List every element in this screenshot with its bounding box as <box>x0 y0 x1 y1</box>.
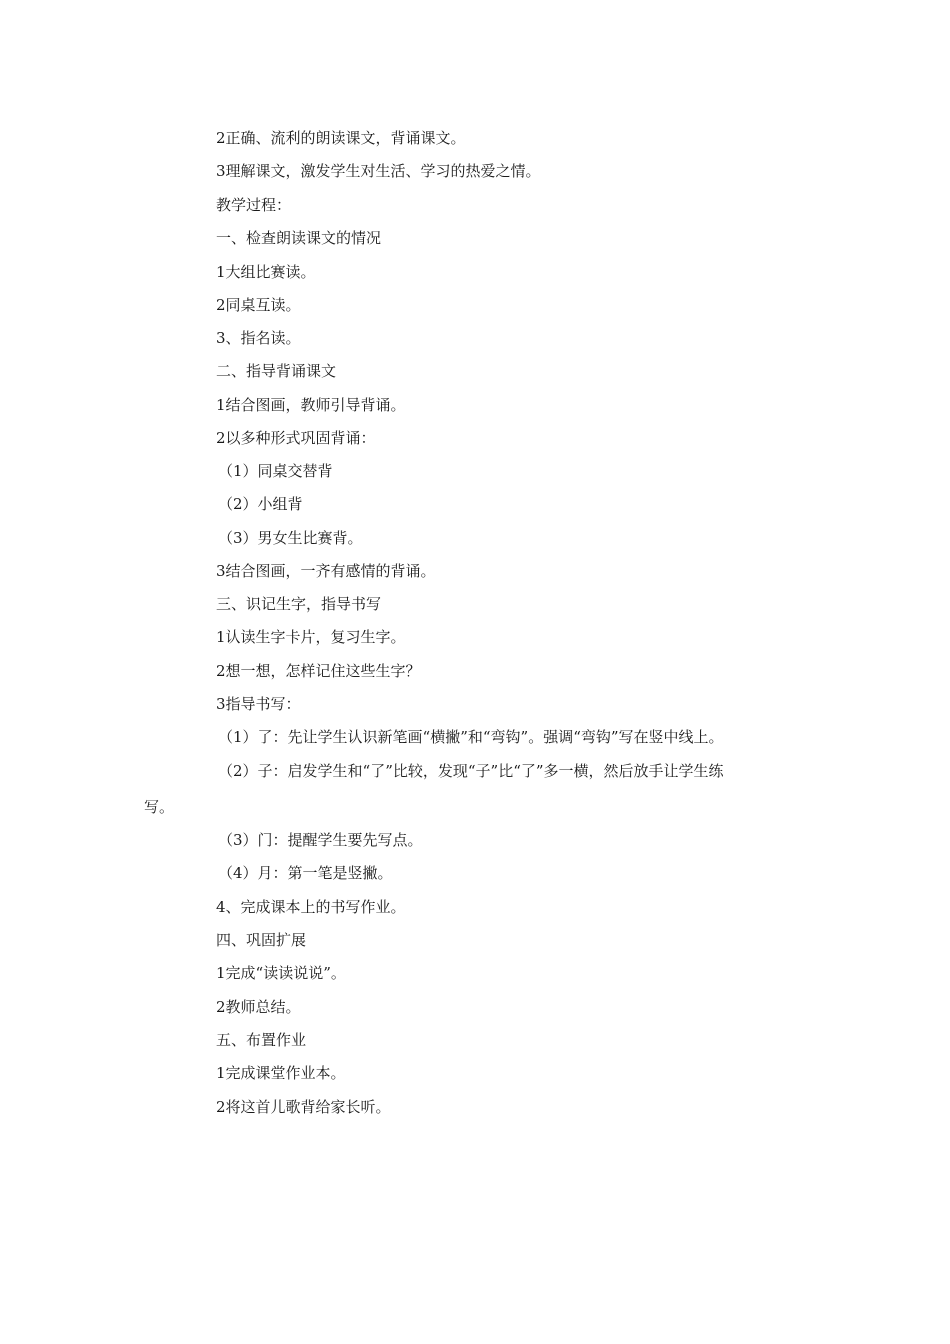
step-3-sub-2-continued: 写。 <box>144 798 175 816</box>
step-1-item-3: 3、指名读。 <box>216 329 301 347</box>
step-2-item-3: 3结合图画，一齐有感情的背诵。 <box>216 562 436 580</box>
step-3-sub-1: （1）了：先让学生认识新笔画“横撇”和“弯钩”。强调“弯钩”写在竖中线上。 <box>218 728 724 746</box>
step-3-sub-4: （4）月：第一笔是竖撇。 <box>218 864 393 882</box>
step-1-item-2: 2同桌互读。 <box>216 296 301 314</box>
step-heading-5: 五、布置作业 <box>216 1031 307 1049</box>
step-3-sub-3: （3）门：提醒学生要先写点。 <box>218 831 423 849</box>
step-heading-3: 三、识记生字，指导书写 <box>216 595 382 613</box>
step-4-item-1: 1完成“读读说说”。 <box>216 964 346 982</box>
objective-2: 2正确、流利的朗读课文，背诵课文。 <box>216 129 466 147</box>
step-4-item-2: 2教师总结。 <box>216 998 301 1016</box>
step-5-item-2: 2将这首儿歌背给家长听。 <box>216 1098 391 1116</box>
step-3-sub-2: （2）子：启发学生和“了”比较，发现“子”比“了”多一横，然后放手让学生练 <box>218 762 724 780</box>
section-heading-process: 教学过程： <box>216 196 292 214</box>
step-3-item-3: 3指导书写： <box>216 695 301 713</box>
step-heading-1: 一、检查朗读课文的情况 <box>216 229 382 247</box>
step-3-item-2: 2想一想，怎样记住这些生字？ <box>216 662 421 680</box>
step-2-item-1: 1结合图画，教师引导背诵。 <box>216 396 406 414</box>
objective-3: 3理解课文，激发学生对生活、学习的热爱之情。 <box>216 162 541 180</box>
step-1-item-1: 1大组比赛读。 <box>216 263 316 281</box>
step-3-item-4: 4、完成课本上的书写作业。 <box>216 898 406 916</box>
step-2-sub-3: （3）男女生比赛背。 <box>218 529 363 547</box>
step-heading-2: 二、指导背诵课文 <box>216 362 337 380</box>
step-heading-4: 四、巩固扩展 <box>216 931 307 949</box>
step-3-item-1: 1认读生字卡片，复习生字。 <box>216 628 406 646</box>
step-2-sub-1: （1）同桌交替背 <box>218 462 333 480</box>
step-2-sub-2: （2）小组背 <box>218 495 303 513</box>
step-2-item-2: 2以多种形式巩固背诵： <box>216 429 376 447</box>
step-5-item-1: 1完成课堂作业本。 <box>216 1064 346 1082</box>
